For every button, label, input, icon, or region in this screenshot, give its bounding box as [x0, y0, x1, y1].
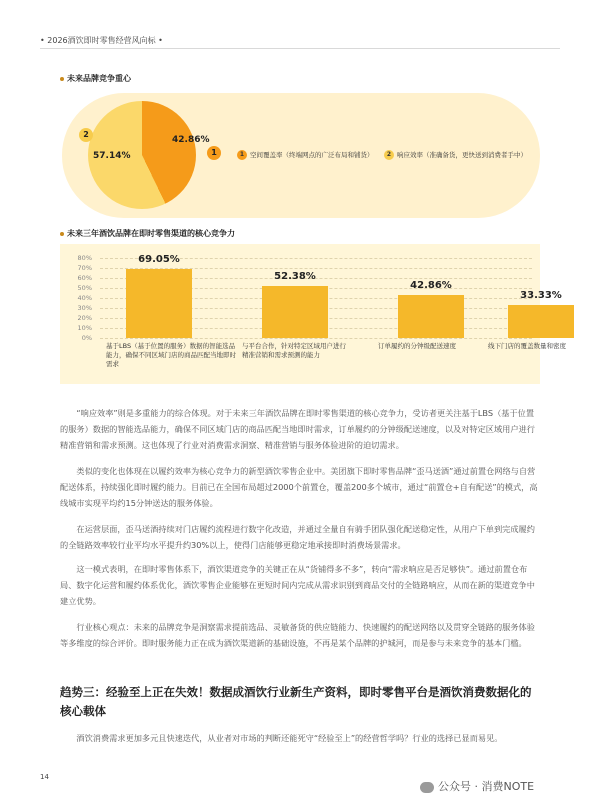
- pie-badge-2: 2: [79, 128, 93, 142]
- bar-value-label-1: 69.05%: [138, 253, 180, 265]
- paragraph-3: 在运营层面，歪马送酒持续对门店履约流程进行数字化改造，并通过全量自有骑手团队强化配送稳定性，从用户下单到完成履约的全链路效率较行业平均水平提升约30%以上，使得门店能够更稳定地承接即时消费场景需求。: [60, 524, 535, 550]
- y-tick-label: 80%: [77, 254, 92, 262]
- category-label-4: 线下门店的覆盖数量和密度: [488, 342, 566, 350]
- bullet-dot: [60, 232, 64, 236]
- watermark-text: 公众号 · 消费NOTE: [438, 780, 535, 793]
- y-tick-label: 30%: [77, 304, 92, 312]
- bar-2: [262, 286, 328, 338]
- paragraph-2: 类似的变化也体现在以履约效率为核心竞争力的新型酒饮零售企业中。美团旗下即时零售品牌“歪马送酒”通过前置仓网络与自营配送体系，持续强化即时履约能力。目前已在全国布局超过2000个前置仓，覆盖200多个城市，通过“前置仓+自有配送”的模式，高线城市实现平均约15分钟送达的服务体验。: [60, 466, 538, 508]
- section-title-competition-focus: [60, 73, 131, 84]
- watermark: [420, 778, 534, 794]
- y-tick-label: 20%: [77, 314, 92, 322]
- legend-item-2: [384, 150, 527, 160]
- bar-4: [508, 305, 574, 338]
- bar-value-label-3: 42.86%: [410, 280, 452, 292]
- category-label-3: 订单履约的分钟级配送速度: [378, 342, 456, 350]
- paragraph-5: 行业核心观点：未来的品牌竞争是洞察需求提前选品、灵敏备货的供应链能力、快速履约的配送网络以及贯穿全链路的服务体验等多维度的综合评价。即时服务能力正在成为酒饮渠道新的基础设施，不再是某个品牌的护城河，而是参与未来竞争的基本门槛。: [60, 622, 535, 648]
- trend-heading: 趋势三：经验至上正在失效！数据成酒饮行业新生产资料，即时零售平台是酒饮消费数据化的核心载体: [60, 685, 532, 718]
- gridline: [100, 338, 532, 339]
- legend-text-1: 空间覆盖率（终端网点的广泛布局和铺货）: [250, 151, 374, 159]
- paragraph-1: “响应效率”则是多重能力的综合体现。对于未来三年酒饮品牌在即时零售渠道的核心竞争力，受访者更关注基于LBS（基于位置的服务）数据的智能选品能力，确保不同区域门店的商品匹配当地即时需求，订单履约的分钟级配送速度，以及对特定区域用户进行精准营销和需求预测。这也体现了行业对消费需求洞察、精准营销与服务体验进阶的迫切需求。: [60, 408, 535, 450]
- pie-label-1: 42.86%: [172, 135, 210, 145]
- y-tick-label: 10%: [77, 324, 92, 332]
- legend-badge-1: 1: [237, 150, 247, 160]
- page-number: 14: [40, 773, 49, 781]
- y-tick-label: 60%: [77, 274, 92, 282]
- section-title-text: 未来品牌竞争重心: [67, 74, 131, 83]
- page-header: • 2026酒饮即时零售经营风向标 •: [40, 36, 163, 45]
- bullet-dot: [60, 77, 64, 81]
- pie-badge-1: 1: [207, 146, 221, 160]
- pie-label-2: 57.14%: [93, 151, 131, 161]
- y-tick-label: 70%: [77, 264, 92, 272]
- category-label-1: 基于LBS（基于位置的服务）数据的智能选品能力，确保不同区域门店的商品匹配当地即时需求: [106, 342, 236, 368]
- legend-badge-2: 2: [384, 150, 394, 160]
- wechat-icon: [420, 782, 434, 793]
- header-divider: [40, 48, 560, 49]
- bar-3: [398, 295, 464, 338]
- category-label-2: 与平台合作，针对特定区域用户进行精准营销和需求预测的能力: [242, 342, 346, 359]
- y-tick-label: 50%: [77, 284, 92, 292]
- paragraph-4: 这一模式表明，在即时零售体系下，酒饮渠道竞争的关键正在从“货铺得多不多”，转向“需求响应是否足够快”。通过前置仓布局、数字化运营和履约体系优化，酒饮零售企业能够在更短时间内完成从需求识别到商品交付的全链路响应，从而在新的渠道竞争中建立优势。: [60, 564, 535, 606]
- section-title-text: 未来三年酒饮品牌在即时零售渠道的核心竞争力: [67, 229, 235, 238]
- bar-value-label-4: 33.33%: [520, 289, 562, 301]
- legend-item-1: [237, 150, 374, 160]
- bar-value-label-2: 52.38%: [274, 270, 316, 282]
- bar-chart: [60, 244, 566, 384]
- section-title-core-competitiveness: [60, 228, 235, 239]
- bar-1: [126, 269, 192, 338]
- closing-paragraph: 酒饮消费需求更加多元且快速迭代，从业者对市场的判断还能死守“经验至上”的经营哲学吗？行业的选择已显而易见。: [76, 733, 503, 743]
- y-tick-label: 40%: [77, 294, 92, 302]
- y-tick-label: 0%: [81, 334, 92, 342]
- legend-text-2: 响应效率（准确备货，更快送到消费者手中）: [397, 151, 527, 159]
